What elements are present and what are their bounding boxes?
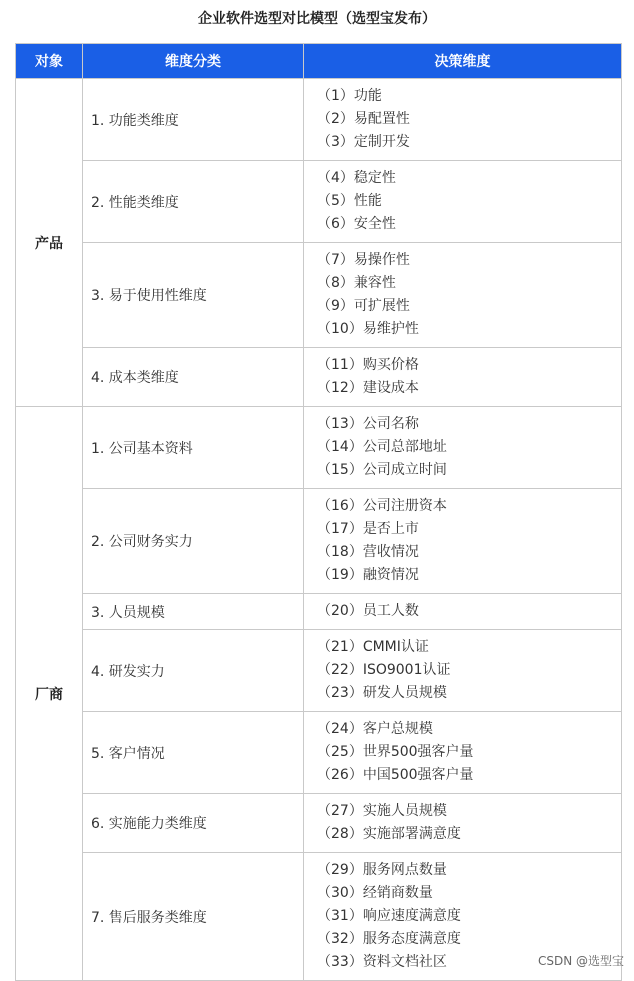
category-cell: 4. 研发实力 xyxy=(83,630,304,712)
category-cell: 5. 客户情况 xyxy=(83,712,304,794)
table-row xyxy=(16,407,622,489)
decision-item: （15）公司成立时间 xyxy=(317,462,447,478)
decision-item: （22）ISO9001认证 xyxy=(317,662,451,678)
decision-item: （13）公司名称 xyxy=(317,416,419,432)
decision-item: （9）可扩展性 xyxy=(317,298,410,314)
table-row xyxy=(16,79,622,161)
decision-item: （32）服务态度满意度 xyxy=(317,931,461,947)
category-cell: 1. 功能类维度 xyxy=(83,79,304,161)
decision-item: （30）经销商数量 xyxy=(317,885,433,901)
table-row xyxy=(16,348,622,407)
category-cell: 6. 实施能力类维度 xyxy=(83,794,304,853)
decision-item: （4）稳定性 xyxy=(317,170,396,186)
table-body xyxy=(16,79,622,981)
decision-cell xyxy=(304,489,622,594)
table-row xyxy=(16,712,622,794)
category-cell: 3. 易于使用性维度 xyxy=(83,243,304,348)
table-row xyxy=(16,489,622,594)
category-cell: 2. 性能类维度 xyxy=(83,161,304,243)
table-row xyxy=(16,630,622,712)
decision-cell xyxy=(304,407,622,489)
table-header-row xyxy=(16,44,622,79)
decision-item: （3）定制开发 xyxy=(317,134,410,150)
table-row xyxy=(16,853,622,981)
category-cell: 2. 公司财务实力 xyxy=(83,489,304,594)
decision-item: （1）功能 xyxy=(317,88,382,104)
decision-item: （7）易操作性 xyxy=(317,252,410,268)
decision-item: （21）CMMI认证 xyxy=(317,639,429,655)
decision-cell xyxy=(304,243,622,348)
watermark: CSDN @选型宝 xyxy=(537,954,624,968)
decision-item: （12）建设成本 xyxy=(317,380,419,396)
decision-cell xyxy=(304,712,622,794)
table-row xyxy=(16,794,622,853)
category-cell: 1. 公司基本资料 xyxy=(83,407,304,489)
decision-item: （18）营收情况 xyxy=(317,544,419,560)
decision-item: （8）兼容性 xyxy=(317,275,396,291)
decision-item: （26）中国500强客户量 xyxy=(317,767,474,783)
object-cell: 厂商 xyxy=(16,407,83,981)
page-title: 企业软件选型对比模型（选型宝发布） xyxy=(198,11,436,27)
header-decision: 决策维度 xyxy=(304,44,622,79)
decision-cell xyxy=(304,79,622,161)
decision-item: （25）世界500强客户量 xyxy=(317,744,474,760)
category-cell: 4. 成本类维度 xyxy=(83,348,304,407)
comparison-table xyxy=(15,43,622,981)
decision-cell xyxy=(304,161,622,243)
table-row xyxy=(16,243,622,348)
table-row xyxy=(16,594,622,630)
decision-item: （20）员工人数 xyxy=(317,603,419,619)
decision-item: （16）公司注册资本 xyxy=(317,498,447,514)
decision-item: （27）实施人员规模 xyxy=(317,803,447,819)
decision-item: （11）购买价格 xyxy=(317,357,419,373)
decision-item: （31）响应速度满意度 xyxy=(317,908,461,924)
decision-item: （19）融资情况 xyxy=(317,567,419,583)
decision-item: （17）是否上市 xyxy=(317,521,419,537)
decision-item: （29）服务网点数量 xyxy=(317,862,447,878)
table-row xyxy=(16,161,622,243)
decision-item: （23）研发人员规模 xyxy=(317,685,447,701)
decision-item: （28）实施部署满意度 xyxy=(317,826,461,842)
decision-cell xyxy=(304,348,622,407)
decision-item: （2）易配置性 xyxy=(317,111,410,127)
decision-cell xyxy=(304,630,622,712)
decision-item: （14）公司总部地址 xyxy=(317,439,447,455)
header-category: 维度分类 xyxy=(83,44,304,79)
decision-item: （33）资料文档社区 xyxy=(317,954,447,970)
header-object: 对象 xyxy=(16,44,83,79)
decision-cell xyxy=(304,594,622,630)
decision-item: （24）客户总规模 xyxy=(317,721,433,737)
category-cell: 7. 售后服务类维度 xyxy=(83,853,304,981)
decision-item: （6）安全性 xyxy=(317,216,396,232)
decision-item: （5）性能 xyxy=(317,193,382,209)
object-cell: 产品 xyxy=(16,79,83,407)
category-cell: 3. 人员规模 xyxy=(83,594,304,630)
decision-cell xyxy=(304,794,622,853)
decision-item: （10）易维护性 xyxy=(317,321,419,337)
